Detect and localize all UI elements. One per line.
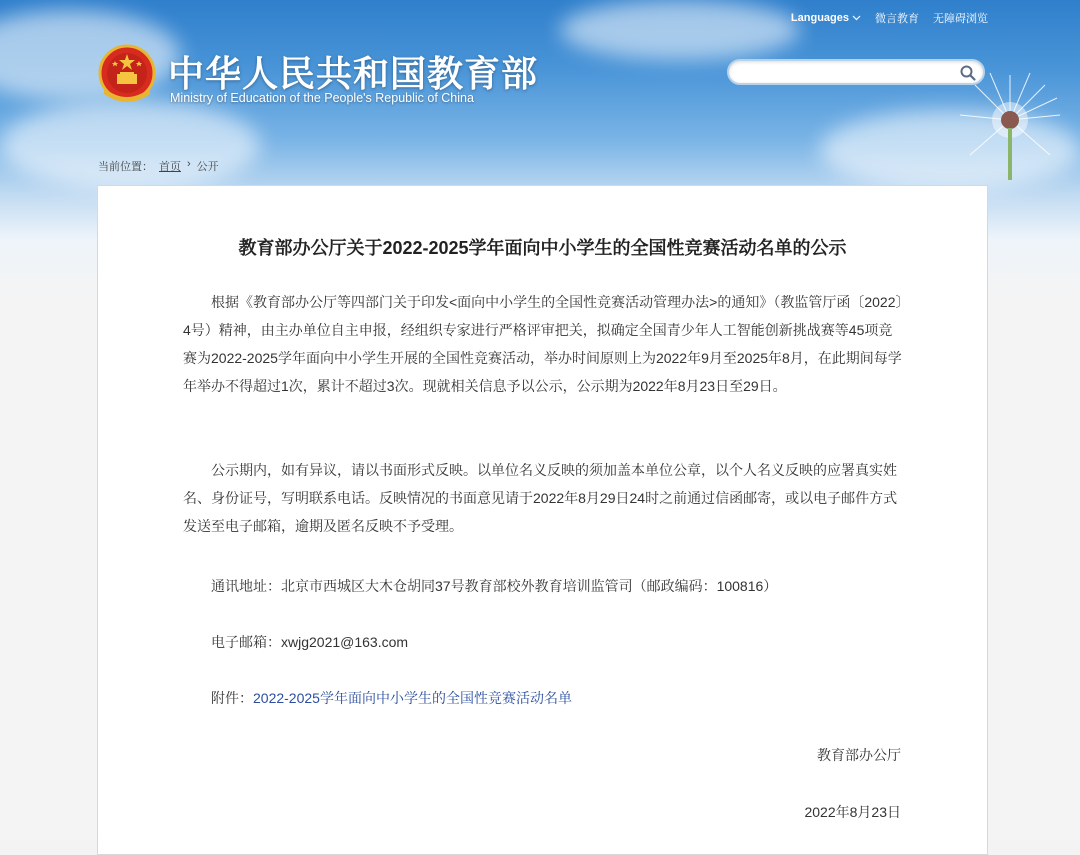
article-email: 电子邮箱：xwjg2021@163.com bbox=[211, 634, 409, 650]
attachment-link[interactable]: 2022-2025学年面向中小学生的全国性竞赛活动名单 bbox=[253, 690, 572, 706]
breadcrumb-prefix: 当前位置： bbox=[98, 161, 153, 173]
article-paragraph-2: 公示期内，如有异议，请以书面形式反映。以单位名义反映的须加盖本单位公章，以个人名义反映的应署真实姓名、身份证号，写明联系电话。反映情况的书面意见请于2022年8月29日24时之前通过信函邮寄，或以电子邮件方式发送至电子邮箱，逾期及匿名反映不予受理。 bbox=[183, 462, 898, 534]
attachment-label: 附件： bbox=[211, 690, 253, 706]
breadcrumb-separator: › bbox=[187, 158, 191, 170]
breadcrumb bbox=[98, 158, 219, 174]
accessibility-link[interactable]: 无障碍浏览 bbox=[933, 13, 988, 25]
breadcrumb-home-link[interactable]: 首页 bbox=[159, 161, 181, 173]
article-attachment bbox=[211, 688, 572, 708]
breadcrumb-current: 公开 bbox=[196, 161, 219, 173]
search-icon[interactable] bbox=[959, 64, 977, 82]
cloud-decoration bbox=[560, 0, 800, 60]
article-date: 2022年8月23日 bbox=[804, 804, 901, 820]
top-navigation bbox=[791, 10, 988, 26]
languages-menu[interactable] bbox=[791, 12, 861, 24]
article-paragraph-1: 根据《教育部办公厅等四部门关于印发<面向中小学生的全国性竞赛活动管理办法>的通知》（教监管厅函〔2022〕4号）精神，由主办单位自主申报，经组织专家进行严格评审把关，拟确定全国青少年人工智能创新挑战赛等45项竞赛为2022-2025学年面向中小学生开展的全国性竞赛活动，举办时间原则上为2022年9月至2025年8月，在此期间每学年举办不得超过1次，累计不超过3次。现就相关信息予以公示，公示期为2022年8月23日至29日。 bbox=[183, 294, 903, 394]
article-address: 通讯地址：北京市西城区大木仓胡同37号教育部校外教育培训监管司（邮政编码：100816） bbox=[211, 578, 778, 594]
search-input[interactable] bbox=[739, 61, 963, 85]
site-title-en: Ministry of Education of the People's Republic of China bbox=[170, 91, 474, 105]
article-title: 教育部办公厅关于2022-2025学年面向中小学生的全国性竞赛活动名单的公示 bbox=[238, 238, 847, 258]
weibo-link[interactable]: 微言教育 bbox=[875, 13, 919, 25]
cloud-decoration bbox=[0, 100, 260, 190]
site-title-cn: 中华人民共和国教育部 bbox=[168, 54, 539, 95]
chevron-down-icon bbox=[852, 15, 861, 21]
article-panel bbox=[97, 185, 988, 855]
dandelion-icon bbox=[955, 70, 1065, 180]
search-box bbox=[727, 59, 985, 85]
languages-label: Languages bbox=[790, 12, 849, 24]
national-emblem-icon bbox=[98, 44, 156, 106]
article-signature: 教育部办公厅 bbox=[817, 747, 901, 763]
